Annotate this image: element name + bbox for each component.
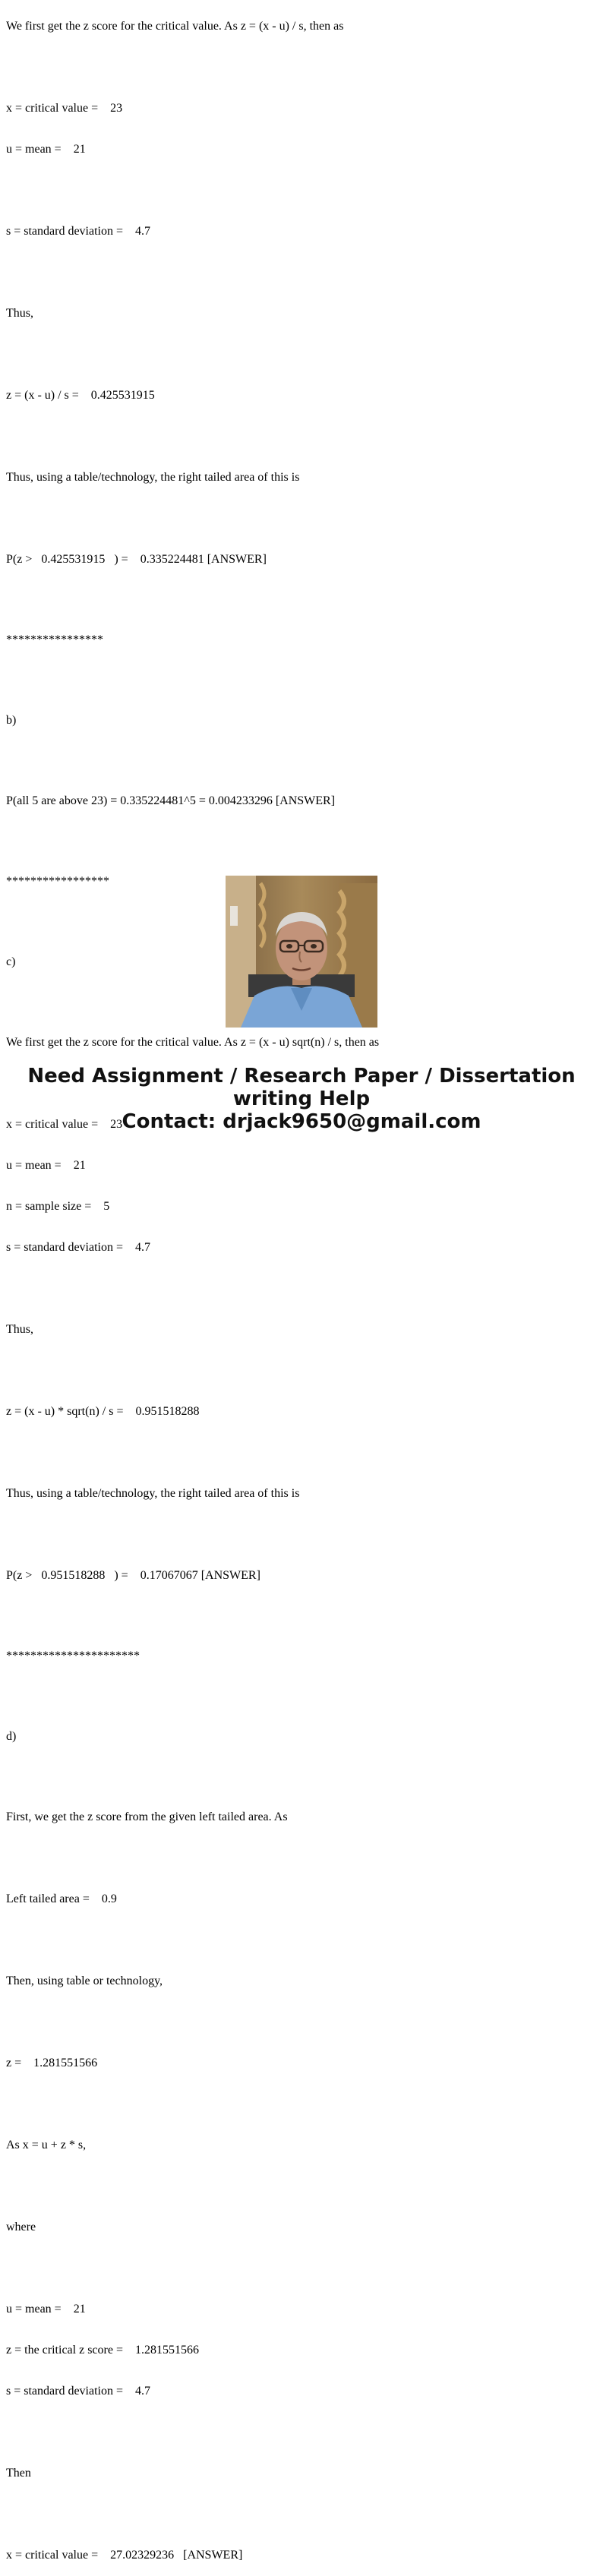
part-c-intro: We first get the z score for the critical value. As z = (x - u) sqrt(n) / s, then as bbox=[6, 1036, 380, 1049]
part-b-answer: P(all 5 are above 23) = 0.335224481^5 = 0.004233296 [ANSWER] bbox=[6, 794, 336, 807]
part-d-where: where bbox=[6, 2221, 36, 2233]
part-d-critical-z: z = the critical z score = 1.281551566 bbox=[6, 2344, 199, 2357]
part-c-mean: u = mean = 21 bbox=[6, 1159, 86, 1172]
promo-contact: Contact: drjack9650@gmail.com bbox=[122, 1110, 481, 1133]
promo-line-1: Need Assignment / Research Paper / Dissertation bbox=[27, 1065, 576, 1088]
part-d-label: d) bbox=[6, 1730, 17, 1743]
part-c-thus: Thus, bbox=[6, 1323, 33, 1336]
part-a-std-dev: s = standard deviation = 4.7 bbox=[6, 225, 151, 238]
separator: **************** bbox=[6, 633, 103, 646]
part-a-intro: We first get the z score for the critical value. As z = (x - u) / s, then as bbox=[6, 20, 344, 33]
part-d-intro: First, we get the z score from the given left tailed area. As bbox=[6, 1810, 288, 1823]
part-d-formula: As x = u + z * s, bbox=[6, 2139, 87, 2151]
part-c-std-dev: s = standard deviation = 4.7 bbox=[6, 1241, 151, 1254]
author-avatar bbox=[226, 876, 377, 1028]
promo-line-2: writing Help bbox=[232, 1088, 371, 1110]
part-d-mean: u = mean = 21 bbox=[6, 2303, 86, 2316]
part-a-z-score: z = (x - u) / s = 0.425531915 bbox=[6, 389, 155, 402]
part-c-label: c) bbox=[6, 955, 16, 968]
part-c-sample-size: n = sample size = 5 bbox=[6, 1200, 110, 1213]
part-d-z-score: z = 1.281551566 bbox=[6, 2057, 98, 2069]
promo-banner bbox=[0, 1065, 603, 1133]
part-d-then: Then bbox=[6, 2467, 31, 2480]
part-c-z-score: z = (x - u) * sqrt(n) / s = 0.951518288 bbox=[6, 1405, 200, 1418]
part-d-std-dev: s = standard deviation = 4.7 bbox=[6, 2385, 151, 2398]
person-photo-icon bbox=[226, 876, 377, 1028]
separator: ********************** bbox=[6, 1649, 140, 1662]
part-d-table-note: Then, using table or technology, bbox=[6, 1975, 163, 1987]
part-a-answer: P(z > 0.425531915 ) = 0.335224481 [ANSWER] bbox=[6, 553, 267, 566]
part-a-critical-value: x = critical value = 23 bbox=[6, 102, 123, 115]
part-a-thus: Thus, bbox=[6, 307, 33, 320]
part-c-answer: P(z > 0.951518288 ) = 0.17067067 [ANSWER] bbox=[6, 1569, 260, 1582]
part-d-answer: x = critical value = 27.02329236 [ANSWER] bbox=[6, 2549, 243, 2562]
solution-text bbox=[6, 0, 598, 2576]
part-c-table-note: Thus, using a table/technology, the right tailed area of this is bbox=[6, 1487, 300, 1500]
part-a-mean: u = mean = 21 bbox=[6, 143, 86, 156]
part-c-critical-value: x = critical value = 23 bbox=[6, 1118, 123, 1131]
part-d-left-area: Left tailed area = 0.9 bbox=[6, 1893, 117, 1905]
part-a-table-note: Thus, using a table/technology, the right tailed area of this is bbox=[6, 471, 300, 484]
part-b-label: b) bbox=[6, 714, 17, 727]
separator: ***************** bbox=[6, 875, 109, 888]
